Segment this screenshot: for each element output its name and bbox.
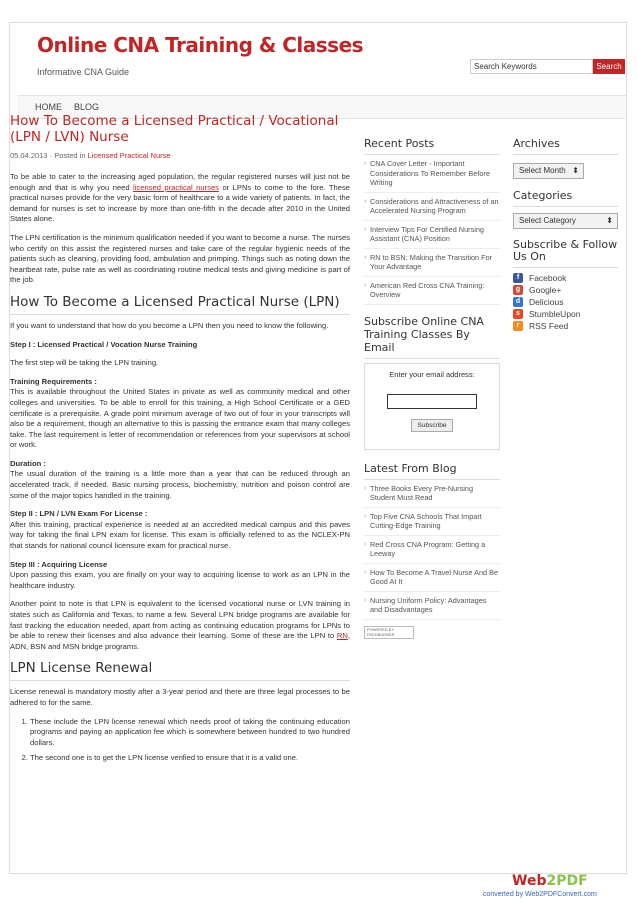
widget-title-categories: Categories bbox=[513, 189, 618, 207]
section-heading: LPN License Renewal bbox=[10, 660, 350, 681]
delicious-icon: d bbox=[513, 297, 523, 307]
rn-link[interactable]: RN bbox=[336, 631, 348, 641]
site-tagline: Informative CNA Guide bbox=[37, 67, 130, 77]
stumbleupon-icon: s bbox=[513, 309, 523, 319]
email-input[interactable] bbox=[387, 394, 477, 409]
lpn-link[interactable]: licensed practical nurses bbox=[133, 182, 219, 192]
list-item[interactable]: › Nursing Uniform Policy: Advantages and Disadvantages bbox=[364, 592, 500, 620]
list-item: 2. The second one is to get the LPN license verified to ensure that it is a valid one. bbox=[30, 753, 350, 764]
search-button[interactable]: Search bbox=[593, 59, 625, 74]
feedburner-badge[interactable]: POWERED BY FEEDBURNER bbox=[364, 626, 414, 639]
widget-title-follow: Subscribe & Follow Us On bbox=[513, 239, 618, 268]
post-meta: 05.04.2013 · Posted in Licensed Practical Nurse bbox=[10, 151, 171, 160]
renewal-list bbox=[10, 717, 350, 764]
widget-title-archives: Archives bbox=[513, 137, 618, 155]
paragraph: Duration : The usual duration of the training is a little more than a year that can be reduced through an accelerated track, if needed. Basic nursing process, biochemistry, nutrition and poison control are some of the major topics handled in the training. bbox=[10, 458, 350, 500]
paragraph: If you want to understand that how do you become a LPN then you need to know the following. bbox=[10, 320, 329, 330]
paragraph: To be able to cater to the increasing aged population, the regular registered nurses will just not be enough and that is why you need licensed practical nurses or LPNs to come to the fore. These practical nurses provide for the very basic form of healthcare to a wide variety of patients. In fact, the demand for nurses is set to increase by more than one-fifth in the decade after 2010 in the United States alone. bbox=[10, 172, 350, 224]
list-item[interactable]: › RN to BSN: Making the Transition For Your Advantage bbox=[364, 249, 500, 277]
email-label: Enter your email address: bbox=[389, 369, 475, 379]
sidebar-right bbox=[513, 137, 618, 332]
delicious-link[interactable]: d Delicious bbox=[513, 296, 618, 308]
search-input[interactable]: Search Keywords bbox=[470, 59, 593, 74]
social-links bbox=[513, 272, 618, 332]
list-item: 1. These include the LPN license renewal which needs proof of taking the continuing education programs and paying an application fee which is somewhere between hundred to two hundred dollars. bbox=[30, 717, 350, 749]
subscribe-box bbox=[364, 363, 500, 450]
recent-posts-list bbox=[364, 155, 500, 305]
paragraph: The first step will be taking the LPN training. bbox=[10, 358, 159, 368]
facebook-icon: f bbox=[513, 273, 523, 283]
post-category-link[interactable]: Licensed Practical Nurse bbox=[87, 151, 171, 160]
post-content bbox=[10, 113, 350, 769]
widget-title-subscribe: Subscribe Online CNA Training Classes By Email bbox=[364, 315, 500, 359]
widget-title-recent: Recent Posts bbox=[364, 137, 500, 155]
facebook-link[interactable]: f Facebook bbox=[513, 272, 618, 284]
subscribe-button[interactable]: Subscribe bbox=[411, 419, 453, 432]
nav-blog[interactable]: BLOG bbox=[74, 102, 100, 112]
nav-home[interactable]: HOME bbox=[35, 102, 62, 112]
converted-by-link[interactable]: converted by Web2PDFConvert.com bbox=[483, 891, 597, 898]
paragraph: The LPN certification is the minimum qualification needed if you want to become a nurse. The nurses who certify on this assist the registered nurses and take care of the regular hygienic needs of the patients such as cleaning, providing food, ambulation and primping. Things such as noting down the heartbeat rate, pulse rate as well as coordinating routine medical tests and giving medicine is part of the job. bbox=[10, 232, 350, 285]
paragraph: Another point to note is that LPN is equivalent to the licensed vocational nurse or LVN training in states such as California and Texas, to name a few. Several LPN bridge programs are available for fast tracking the education needed, apart from acting as continuing education programs for LPNs to be able to renew their licenses and also advance their learning. Some of these are the LPN to RN, ADN, BSN and MSN bridge programs. bbox=[10, 599, 350, 651]
list-item[interactable]: › Red Cross CNA Program: Getting a Leeway bbox=[364, 536, 500, 564]
posted-in-label: Posted in bbox=[54, 151, 86, 160]
list-item[interactable]: › CNA Cover Letter - Important Considerations To Remember Before Writing bbox=[364, 155, 500, 193]
list-item[interactable]: › Interview Tips For Certified Nursing Assistant (CNA) Position bbox=[364, 221, 500, 249]
site-title[interactable]: Online CNA Training & Classes bbox=[37, 33, 364, 57]
web2pdf-logo: Web2PDF bbox=[512, 873, 588, 889]
paragraph: Training Requirements : This is available throughout the United States in private as well as community medical and other colleges and universities. To be able to enroll for this training, a High School Certificate or a GED certificate is a prerequisite. A grade point minimum average of two out of four in your transcripts will also be a requirement, though an alternative to this is passing the entrance exam that many colleges take. The last requirement is letter of recommendation or references from your supervisors at school or work. bbox=[10, 376, 350, 450]
rss-link[interactable]: r RSS Feed bbox=[513, 320, 618, 332]
paragraph: License renewal is mandatory mostly after a 3-year period and there are three legal processes to be adhered to for the same. bbox=[10, 687, 350, 707]
section-heading: How To Become a Licensed Practical Nurse (LPN) bbox=[10, 294, 350, 315]
paragraph: Step III : Acquiring License Upon passing this exam, you are finally on your way to acquiring license to work as an LPN in the healthcare industry. bbox=[10, 559, 350, 590]
list-item[interactable]: › Three Books Every Pre-Nursing Student Must Read bbox=[364, 480, 500, 508]
archives-select[interactable]: Select Month ⬍ bbox=[513, 163, 584, 179]
list-item[interactable]: › How To Become A Travel Nurse And Be Good At It bbox=[364, 564, 500, 592]
latest-blog-list bbox=[364, 480, 500, 620]
stumbleupon-link[interactable]: s StumbleUpon bbox=[513, 308, 618, 320]
post-date: 05.04.2013 bbox=[10, 151, 48, 160]
paragraph: Step II : LPN / LVN Exam For License : After this training, practical experience is needed at an accredited medical campus and this paves way for taking the final LPN exam for license. This exam is officially referred to as the NCLEX-PN that stands for national council licensure exam for practical nurse. bbox=[10, 509, 350, 551]
rss-icon: r bbox=[513, 321, 523, 331]
list-item[interactable]: › Top Five CNA Schools That Impart Cutting-Edge Training bbox=[364, 508, 500, 536]
step-heading: Step I : Licensed Practical / Vocation Nurse Training bbox=[10, 339, 198, 349]
post-title: How To Become a Licensed Practical / Vocational (LPN / LVN) Nurse bbox=[10, 113, 339, 145]
googleplus-icon: g bbox=[513, 285, 523, 295]
sidebar-middle bbox=[364, 137, 500, 639]
list-item[interactable]: › American Red Cross CNA Training: Overview bbox=[364, 277, 500, 305]
list-item[interactable]: › Considerations and Attractiveness of an Accelerated Nursing Program bbox=[364, 193, 500, 221]
googleplus-link[interactable]: g Google+ bbox=[513, 284, 618, 296]
categories-select[interactable]: Select Category ⬍ bbox=[513, 213, 618, 229]
widget-title-latest: Latest From Blog bbox=[364, 462, 500, 480]
